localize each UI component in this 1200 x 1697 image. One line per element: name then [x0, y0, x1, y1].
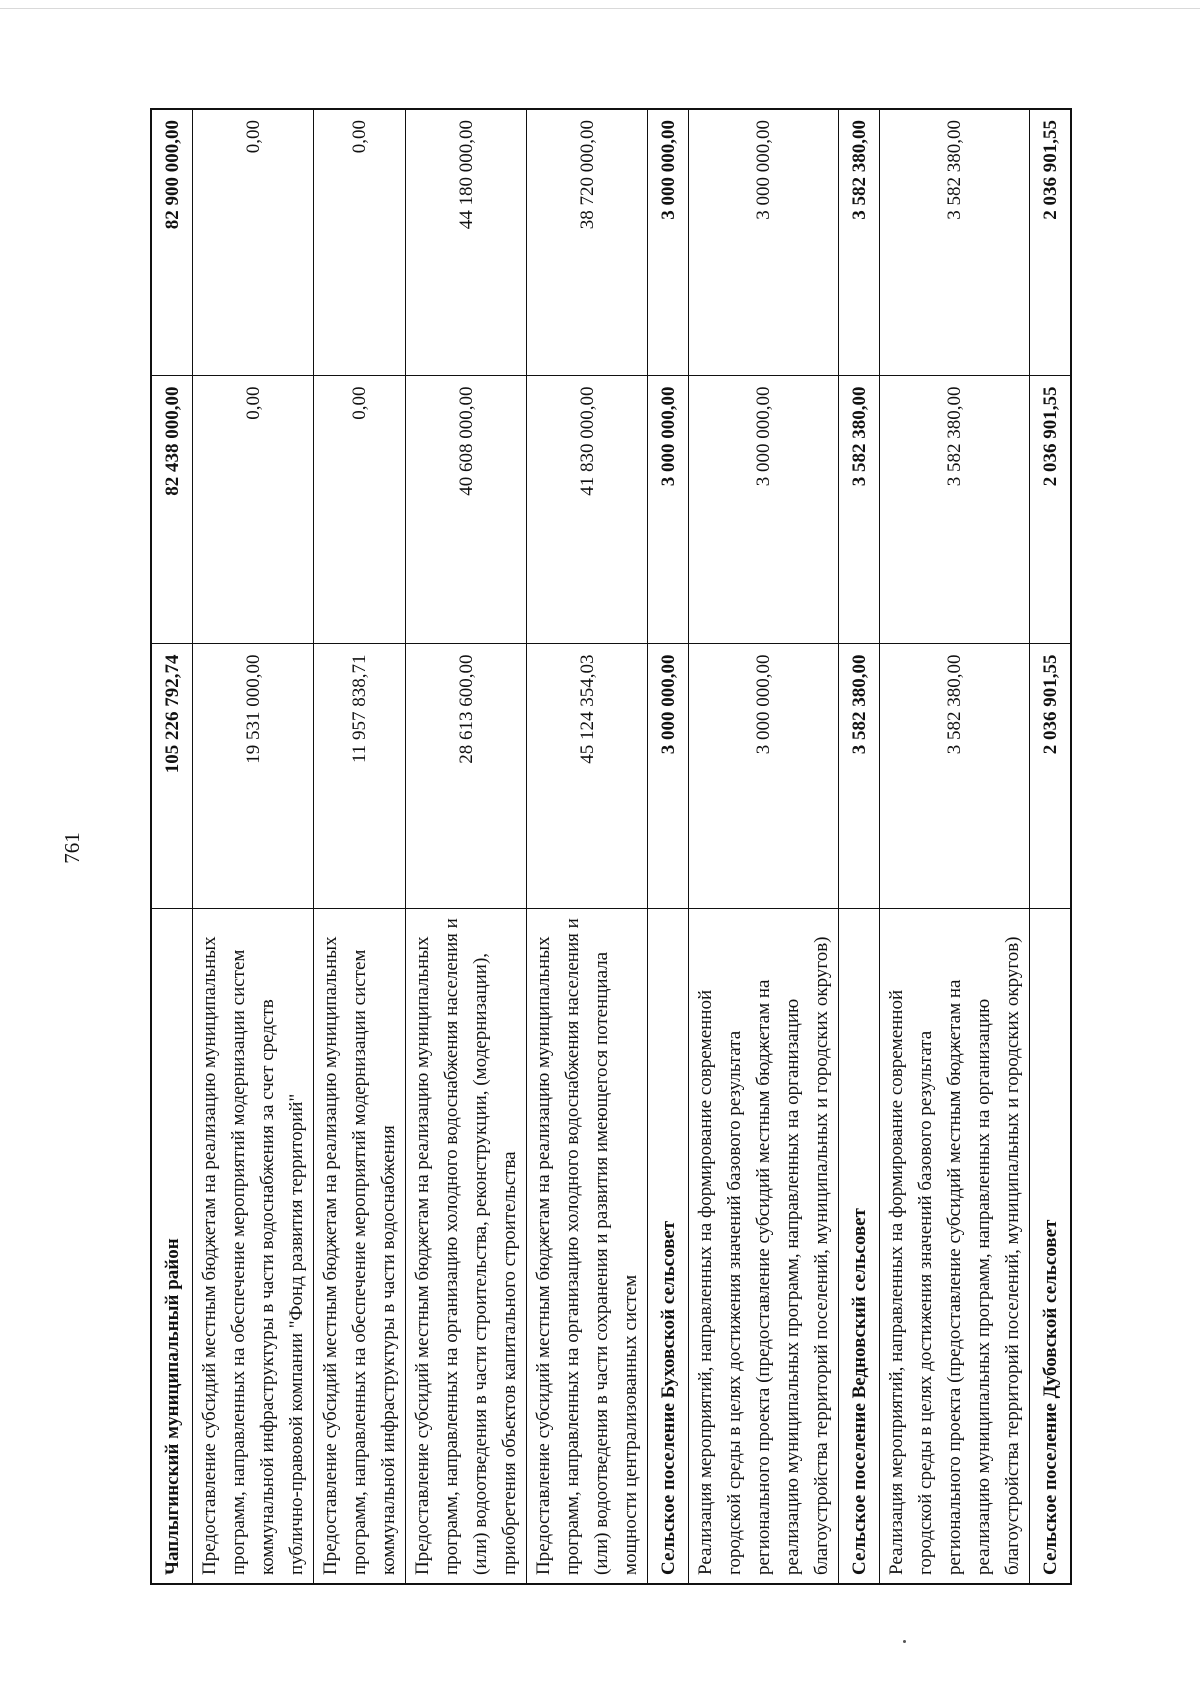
group-name-cell: Сельское поселение Дубовской сельсовет [1030, 909, 1072, 1584]
table-row [314, 109, 406, 1584]
amount-cell-3: 82 900 000,00 [151, 109, 193, 376]
amount-cell-2: 3 000 000,00 [689, 376, 839, 644]
item-name-cell: Предоставление субсидий местным бюджетам на реализацию муниципальных программ, направленных на организацию холодного водоснабжения населения и (или) водоотведения в части сохранения и развития имеющегося потенциала мощности централизованных систем [527, 909, 648, 1584]
group-row [839, 109, 880, 1584]
amount-cell-1: 45 124 354,03 [527, 644, 648, 909]
amount-cell-2: 3 000 000,00 [648, 376, 689, 644]
amount-cell-3: 3 000 000,00 [689, 109, 839, 376]
item-name-cell: Реализация мероприятий, направленных на формирование современной городской среды в целях достижения значений базового результата регионального проекта (предоставление субсидий местным бюджетам на реализацию муниципальных программ, направленных на организацию благоустройства территорий поселений, муниципальных и городских округов) [689, 909, 839, 1584]
table-row [527, 109, 648, 1584]
amount-cell-3: 3 582 380,00 [880, 109, 1030, 376]
amount-cell-2: 0,00 [314, 376, 406, 644]
amount-cell-3: 0,00 [193, 109, 314, 376]
group-name-cell: Чаплыгинский муниципальный район [151, 909, 193, 1584]
amount-cell-3: 2 036 901,55 [1030, 109, 1072, 376]
item-name-cell: Предоставление субсидий местным бюджетам на реализацию муниципальных программ, направленных на обеспечение мероприятий модернизации систем коммунальной инфраструктуры в части водоснабжения [314, 909, 406, 1584]
amount-cell-2: 3 582 380,00 [880, 376, 1030, 644]
amount-cell-3: 38 720 000,00 [527, 109, 648, 376]
budget-table [150, 108, 1072, 1585]
group-name-cell: Сельское поселение Ведновский сельсовет [839, 909, 880, 1584]
amount-cell-1: 3 582 380,00 [880, 644, 1030, 909]
amount-cell-1: 3 582 380,00 [839, 644, 880, 909]
amount-cell-2: 2 036 901,55 [1030, 376, 1072, 644]
item-name-cell: Предоставление субсидий местным бюджетам на реализацию муниципальных программ, направленных на обеспечение мероприятий модернизации систем коммунальной инфраструктуры в части водоснабжения за счет средств публично-правовой компании "Фонд развития территорий" [193, 909, 314, 1584]
amount-cell-1: 11 957 838,71 [314, 644, 406, 909]
amount-cell-2: 82 438 000,00 [151, 376, 193, 644]
scan-edge-line [0, 8, 1200, 9]
amount-cell-1: 19 531 000,00 [193, 644, 314, 909]
scan-speck [903, 1640, 906, 1643]
group-name-cell: Сельское поселение Буховской сельсовет [648, 909, 689, 1584]
rotated-table-wrapper [150, 110, 1061, 1585]
amount-cell-1: 3 000 000,00 [689, 644, 839, 909]
amount-cell-2: 40 608 000,00 [406, 376, 527, 644]
table-row [880, 109, 1030, 1584]
item-name-cell: Предоставление субсидий местным бюджетам на реализацию муниципальных программ, направленных на организацию холодного водоснабжения населения и (или) водоотведения в части строительства, реконструкции, (модернизации), приобретения объектов капитального строительства [406, 909, 527, 1584]
amount-cell-2: 0,00 [193, 376, 314, 644]
table-row [193, 109, 314, 1584]
group-row [151, 109, 193, 1584]
amount-cell-3: 44 180 000,00 [406, 109, 527, 376]
amount-cell-3: 3 582 380,00 [839, 109, 880, 376]
table-row [406, 109, 527, 1584]
page-number: 761 [60, 832, 84, 864]
amount-cell-1: 3 000 000,00 [648, 644, 689, 909]
item-name-cell: Реализация мероприятий, направленных на формирование современной городской среды в целях достижения значений базового результата регионального проекта (предоставление субсидий местным бюджетам на реализацию муниципальных программ, направленных на организацию благоустройства территорий поселений, муниципальных и городских округов) [880, 909, 1030, 1584]
amount-cell-1: 2 036 901,55 [1030, 644, 1072, 909]
amount-cell-3: 0,00 [314, 109, 406, 376]
amount-cell-2: 41 830 000,00 [527, 376, 648, 644]
group-row [648, 109, 689, 1584]
amount-cell-3: 3 000 000,00 [648, 109, 689, 376]
amount-cell-1: 105 226 792,74 [151, 644, 193, 909]
amount-cell-1: 28 613 600,00 [406, 644, 527, 909]
budget-table-body [151, 109, 1071, 1584]
table-row [689, 109, 839, 1584]
group-row [1030, 109, 1072, 1584]
amount-cell-2: 3 582 380,00 [839, 376, 880, 644]
